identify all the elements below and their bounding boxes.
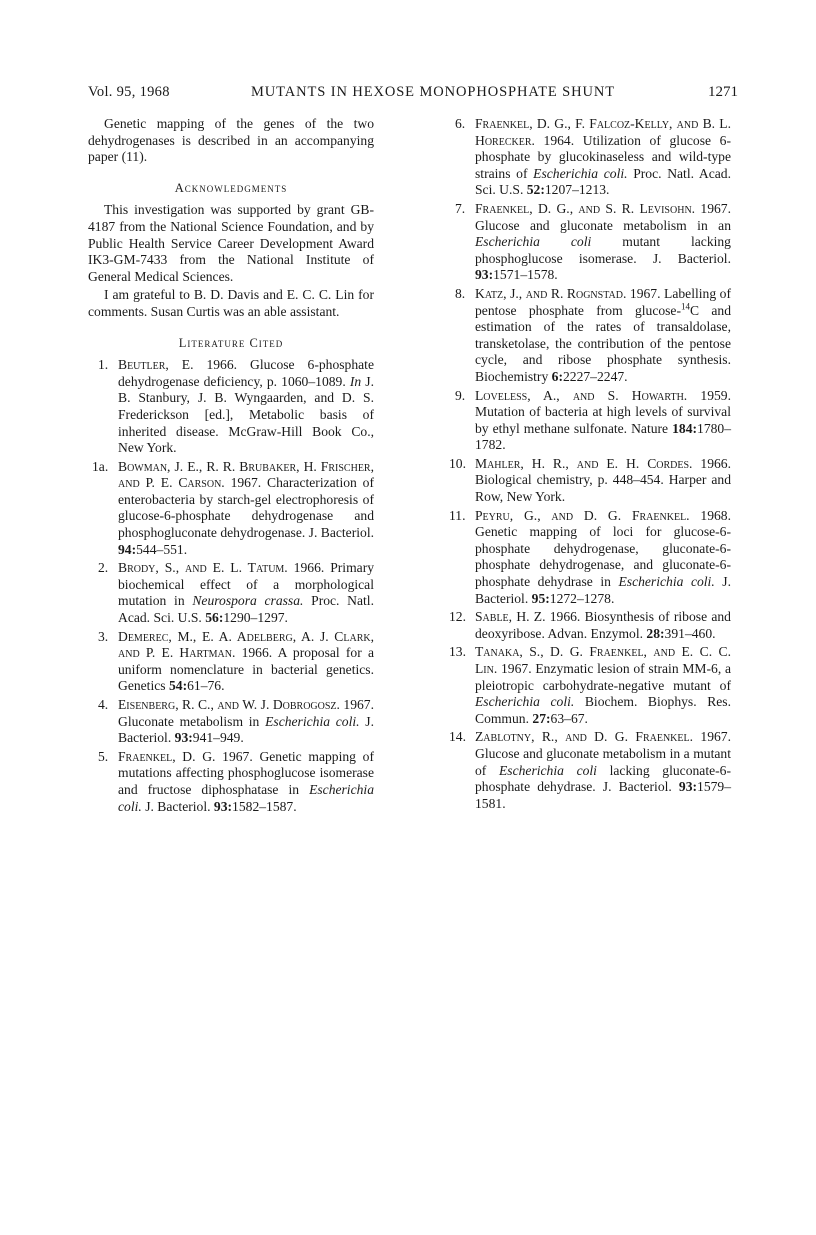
reference-authors: Sable, H. Z. (475, 609, 546, 625)
reference-text: Glucose and gluconate metabolism in an (475, 217, 731, 233)
reference-text: Gluconate metabolism in (118, 713, 260, 729)
reference-entry (445, 508, 731, 608)
reference-text: Enzymatic lesion of strain MM-6, a pleiotropic carbohydrate-negative mutant of (475, 661, 732, 693)
reference-text-continued: J. B. Stanbury, J. B. Wyngaarden, and D. S. Frederickson [ed.], Metabolic basis of inherited disease. McGraw-Hill Book Co., New York. (118, 373, 374, 456)
reference-volume: 94: (118, 541, 137, 557)
reference-pages: 1579–1581. (475, 779, 731, 811)
acknowledgments-paragraph-1: This investigation was supported by grant GB-4187 from the National Science Foundation, and by Public Health Service Career Development Award IK3-GM-7433 from the National Institute of General Medical Sciences. (88, 202, 374, 284)
reference-number: 14. (449, 729, 466, 745)
right-column (445, 116, 731, 814)
reference-italic: Escherichia coli (475, 234, 592, 250)
reference-pages: 544–551. (136, 541, 188, 557)
reference-authors: Fraenkel, D. G., F. Falcoz-Kelly, and B. L. Horecker. (475, 116, 731, 148)
reference-entry (445, 286, 731, 386)
reference-superscript: 14 (681, 301, 690, 311)
reference-text: Mutation of bacteria at high levels of survival by ethyl methane sulfonate. Nature (475, 404, 731, 436)
reference-number: 2. (98, 560, 109, 576)
reference-italic: Escherichia coli. (475, 694, 575, 710)
reference-italic: In (349, 373, 362, 389)
reference-volume: 93: (174, 730, 193, 746)
reference-number: 4. (98, 697, 109, 712)
reference-number: 12. (449, 609, 466, 625)
reference-pages: 2227–2247. (562, 368, 628, 384)
reference-entry (88, 697, 374, 747)
reference-volume: 28: (646, 625, 665, 641)
running-header (88, 84, 738, 104)
reference-italic: Escherichia coli. (118, 781, 374, 814)
reference-text-continued: J. Bacteriol. (145, 798, 211, 814)
intro-paragraph: Genetic mapping of the genes of the two dehydrogenases is described in an accompanying paper (11). (88, 116, 374, 165)
reference-year: 1967. (700, 729, 731, 745)
reference-number: 10. (449, 455, 466, 471)
reference-text: A proposal for a uniform nomenclature in bacterial genetics. Genetics (118, 645, 374, 694)
reference-number: 11. (449, 507, 466, 523)
reference-text: Genetic mapping of loci for glucose-6-phosphate dehydrogenase, gluconate-6-phosphate dehydrogenase, and gluconate-6-phosphate dehydrase in (475, 524, 731, 590)
reference-text-continued: mutant lacking phosphoglucose isomerase. J. Bacteriol. (475, 234, 731, 266)
reference-authors: Bowman, J. E., R. R. Brubaker, H. Frischer, and P. E. Carson. (118, 458, 374, 491)
reference-year: 1967. (501, 661, 532, 676)
reference-number: 8. (455, 285, 466, 301)
reference-text-continued: Proc. Natl. Acad. Sci. U.S. (475, 165, 731, 198)
reference-year: 1964. (543, 132, 575, 148)
reference-text: Utilization of glucose 6-phosphate by glucokinaseless and wild-type strains of (475, 132, 731, 181)
reference-number: 3. (98, 628, 109, 644)
reference-italic: Escherichia coli (498, 762, 597, 778)
reference-entry (445, 388, 731, 454)
reference-number: 7. (455, 200, 466, 216)
reference-italic: Escherichia coli. (265, 713, 360, 729)
reference-entry (445, 116, 731, 199)
reference-year: 1968. (700, 507, 731, 523)
reference-pages: 1571–1578. (493, 267, 558, 283)
reference-entry (88, 357, 374, 457)
reference-pages: 1780–1782. (475, 420, 731, 453)
reference-list-left (88, 357, 374, 815)
reference-year: 1959. (700, 387, 731, 403)
reference-authors: Fraenkel, D. G., and S. R. Levisohn. (475, 200, 696, 216)
reference-year: 1967. (230, 475, 262, 491)
reference-authors: Fraenkel, D. G. (118, 748, 216, 764)
reference-volume: 6: (551, 368, 563, 384)
reference-authors: Beutler, E. (118, 357, 194, 373)
reference-entry (445, 609, 731, 642)
reference-text: Biosynthesis of ribose and deoxyribose. Advan. Enzymol. (475, 609, 731, 641)
reference-authors: Peyru, G., and D. G. Fraenkel. (475, 507, 690, 523)
reference-entry (445, 456, 731, 506)
reference-authors: Eisenberg, R. C., and W. J. Dobrogosz. (118, 697, 340, 712)
reference-year: 1967. (629, 285, 661, 301)
reference-number: 5. (98, 748, 109, 764)
reference-authors: Katz, J., and R. Rognstad. (475, 285, 627, 301)
reference-authors: Brody, S., and E. L. Tatum. (118, 560, 288, 576)
reference-number: 13. (449, 644, 466, 660)
reference-text-continued: C and estimation of the rates of transaldolase, transketolase, the contribution of the pentose cycle, and ribose phosphate synthesis. Biochemistry (475, 302, 731, 384)
reference-entry (445, 729, 731, 812)
acknowledgments-heading: Acknowledgments (174, 180, 288, 195)
reference-entry (88, 629, 374, 695)
reference-italic: Escherichia coli. (618, 574, 715, 590)
reference-volume: 93: (678, 779, 698, 795)
reference-year: 1966. (549, 609, 581, 625)
reference-entry (88, 749, 374, 815)
reference-text-continued: J. Bacteriol. (118, 713, 374, 746)
reference-year: 1967. (343, 697, 374, 712)
reference-authors: Zablotny, R., and D. G. Fraenkel. (475, 729, 694, 745)
reference-entry (88, 459, 374, 559)
acknowledgments-paragraph-2: I am grateful to B. D. Davis and E. C. C. Lin for comments. Susan Curtis was an able assistant. (88, 287, 374, 319)
reference-year: 1966. (700, 455, 731, 471)
reference-entry (88, 560, 374, 626)
reference-entry (445, 644, 731, 727)
reference-volume: 52: (526, 182, 545, 198)
reference-text: Labelling of pentose phosphate from glucose- (475, 285, 731, 318)
reference-volume: 93: (475, 267, 494, 283)
reference-year: 1966. (241, 645, 273, 661)
reference-authors: Demerec, M., E. A. Adelberg, A. J. Clark, and P. E. Hartman. (118, 628, 374, 661)
volume-label: Vol. 95, 1968 (88, 84, 170, 100)
reference-text: Biological chemistry, p. 448–454. Harper and Row, New York. (475, 472, 731, 505)
reference-text-continued: lacking gluconate-6-phosphate dehydrase. J. Bacteriol. (475, 762, 731, 795)
reference-pages: 1272–1278. (549, 590, 615, 606)
reference-volume: 56: (205, 610, 224, 626)
reference-volume: 184: (672, 420, 698, 436)
reference-authors: Loveless, A., and S. Howarth. (475, 387, 688, 403)
reference-list-right (445, 116, 731, 812)
reference-year: 1967. (700, 200, 731, 216)
reference-text: Glucose 6-phosphate dehydrogenase deficiency, p. 1060–1089. (118, 357, 374, 389)
reference-pages: 941–949. (192, 730, 244, 746)
reference-year: 1966. (206, 357, 238, 373)
running-title: MUTANTS IN HEXOSE MONOPHOSPHATE SHUNT (250, 84, 616, 100)
reference-volume: 95: (531, 590, 550, 606)
reference-text: Glucose and gluconate metabolism in a mutant of (475, 745, 731, 778)
reference-italic: Escherichia coli. (533, 165, 628, 181)
reference-authors: Tanaka, S., D. G. Fraenkel, and E. C. C. Lin. (475, 644, 731, 676)
page-number: 1271 (708, 84, 738, 100)
reference-text: Characterization of enterobacteria by starch-gel electrophoresis of glucose-6-phosphate dehydrogenase and phosphogluconate dehydrogenase. J. Bacteriol. (118, 475, 374, 541)
reference-number: 1. (98, 357, 109, 373)
reference-number: 6. (455, 116, 466, 131)
reference-entry (445, 201, 731, 284)
reference-italic: Neurospora crassa. (192, 593, 304, 609)
reference-pages: 1207–1213. (544, 182, 610, 198)
reference-text: Primary biochemical effect of a morphological mutation in (118, 560, 375, 609)
literature-cited-heading: Literature Cited (178, 335, 284, 350)
reference-volume: 93: (213, 798, 233, 814)
reference-pages: 1582–1587. (232, 798, 297, 814)
reference-year: 1966. (293, 560, 325, 576)
reference-number: 1a. (92, 458, 109, 474)
reference-number: 9. (455, 387, 466, 403)
reference-pages: 1290–1297. (223, 610, 288, 626)
reference-volume: 27: (532, 710, 551, 726)
reference-text-continued: J. Bacteriol. (475, 574, 731, 606)
reference-text-continued: Biochem. Biophys. Res. Commun. (475, 694, 731, 726)
reference-text-continued: Proc. Natl. Acad. Sci. U.S. (118, 593, 374, 626)
reference-year: 1967. (222, 748, 253, 764)
reference-volume: 54: (168, 678, 188, 694)
reference-authors: Mahler, H. R., and E. H. Cordes. (475, 455, 693, 471)
reference-pages: 63–67. (550, 710, 588, 726)
reference-pages: 61–76. (187, 678, 225, 694)
left-column (88, 116, 374, 817)
reference-text: Genetic mapping of mutations affecting phosphoglucose isomerase and fructose diphosphatase in (118, 748, 374, 797)
reference-pages: 391–460. (664, 625, 716, 641)
